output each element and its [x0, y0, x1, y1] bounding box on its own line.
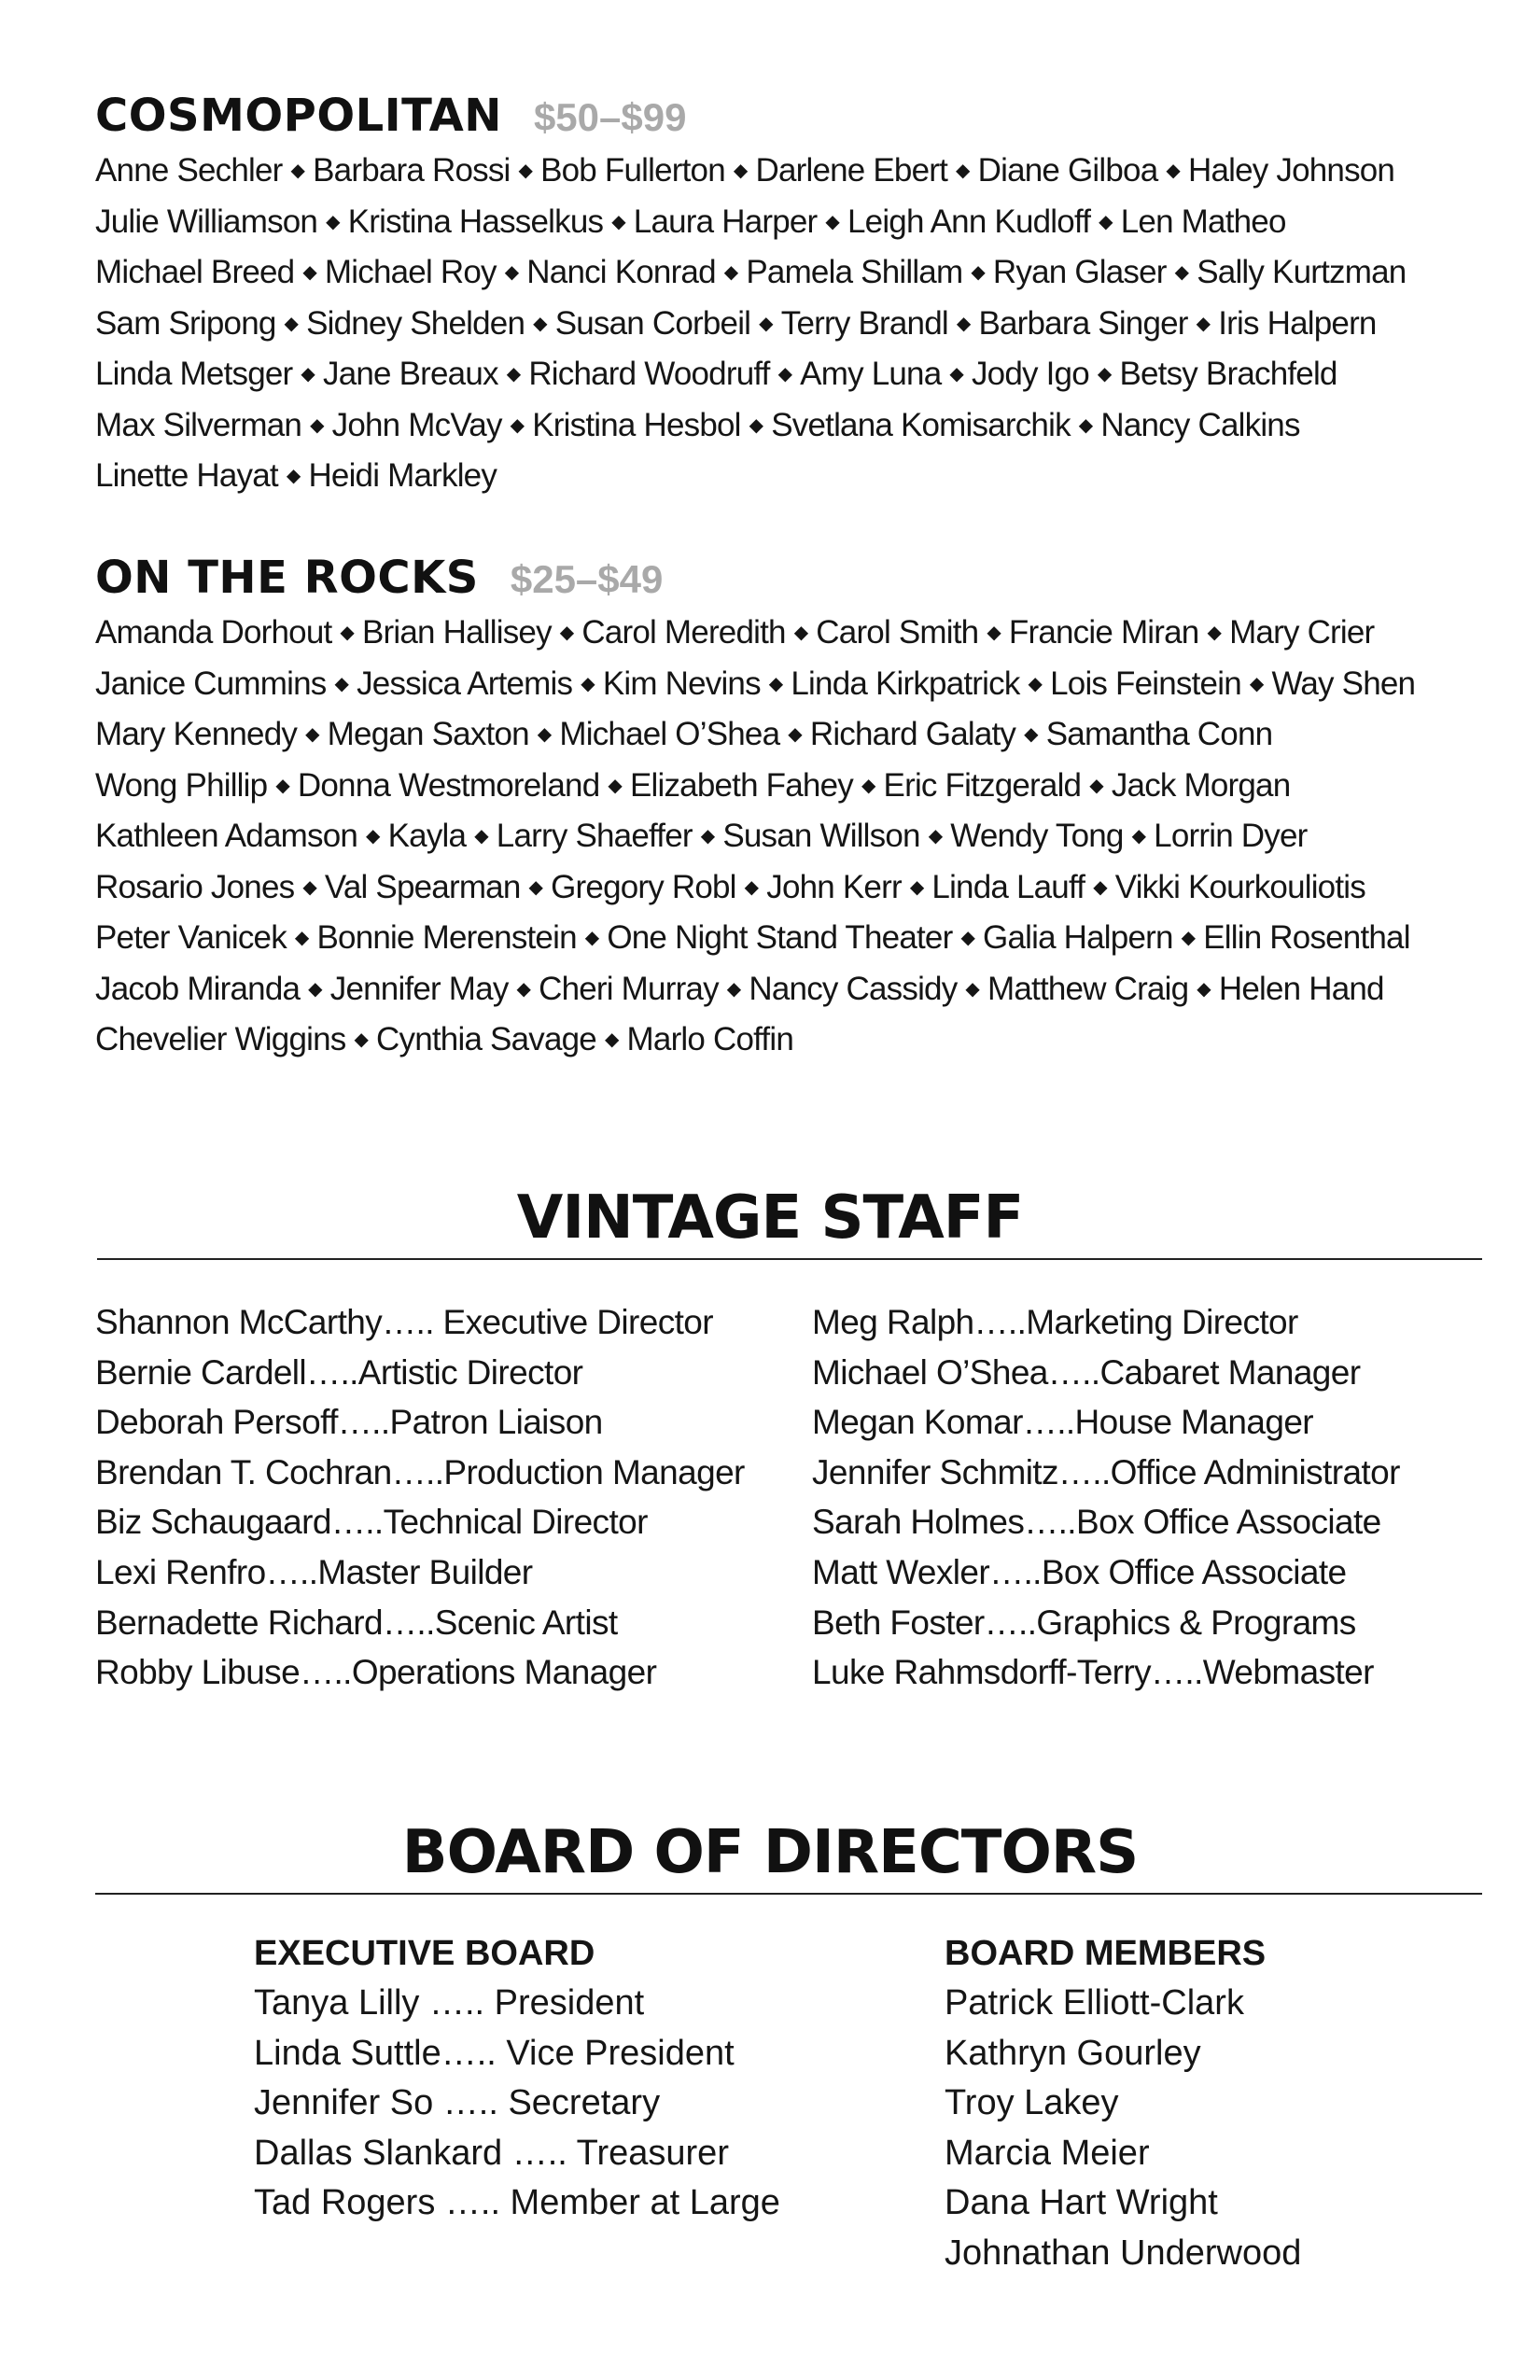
staff-entry: Jennifer Schmitz…..Office Administrator [812, 1452, 1400, 1491]
diamond-separator-icon: ◆ [1099, 211, 1113, 232]
diamond-separator-icon: ◆ [744, 876, 759, 898]
diamond-separator-icon: ◆ [1207, 623, 1222, 643]
staff-entry: Bernie Cardell…..Artistic Director [95, 1352, 583, 1392]
donor-name: John Kerr [766, 868, 902, 905]
diamond-separator-icon: ◆ [518, 161, 533, 181]
donor-name: Nancy Cassidy [749, 970, 958, 1007]
diamond-separator-icon: ◆ [956, 161, 970, 181]
staff-entry: Brendan T. Cochran…..Production Manager [95, 1452, 745, 1491]
diamond-separator-icon: ◆ [1181, 928, 1196, 948]
diamond-separator-icon: ◆ [581, 673, 595, 694]
on-the-rocks-donor-list [95, 608, 1477, 1066]
donor-name: Galia Halpern [983, 919, 1173, 956]
diamond-separator-icon: ◆ [533, 313, 547, 334]
donor-line [95, 1015, 1477, 1066]
diamond-separator-icon: ◆ [275, 775, 289, 796]
donor-name: Linda Kirkpatrick [791, 665, 1020, 702]
donor-name: Ellin Rosenthal [1203, 919, 1410, 956]
donor-line [95, 197, 1477, 248]
diamond-separator-icon: ◆ [334, 673, 349, 694]
board-entry: Marcia Meier [945, 2133, 1150, 2173]
donor-name: Jacob Miranda [95, 970, 301, 1007]
diamond-separator-icon: ◆ [294, 928, 309, 948]
donor-name: Kristina Hasselkus [347, 203, 604, 240]
donor-name: Marlo Coffin [626, 1021, 793, 1057]
diamond-separator-icon: ◆ [1197, 978, 1211, 1000]
board-of-directors-title: BOARD OF DIRECTORS [401, 1818, 1139, 1887]
board-entry: Troy Lakey [945, 2083, 1119, 2123]
donor-line [95, 862, 1477, 914]
board-entry: Patrick Elliott-Clark [945, 1983, 1244, 2023]
diamond-separator-icon: ◆ [825, 211, 839, 232]
donor-name: Carol Smith [816, 614, 979, 651]
diamond-separator-icon: ◆ [584, 928, 599, 948]
cosmopolitan-header [95, 90, 1477, 142]
diamond-separator-icon: ◆ [793, 623, 808, 643]
diamond-separator-icon: ◆ [759, 313, 773, 334]
diamond-separator-icon: ◆ [1093, 876, 1107, 898]
donor-name: Jack Morgan [1111, 766, 1291, 804]
donor-name: Vikki Kourkouliotis [1114, 868, 1365, 905]
executive-board-column [254, 1928, 780, 2229]
diamond-separator-icon: ◆ [310, 414, 324, 436]
donor-name: Barbara Rossi [313, 152, 511, 189]
donor-name: Larry Shaeffer [496, 818, 693, 854]
staff-entry: Biz Schaugaard…..Technical Director [95, 1503, 648, 1542]
diamond-separator-icon: ◆ [723, 262, 738, 283]
donor-name: Ryan Glaser [992, 254, 1167, 290]
donor-name: Sam Sripong [95, 304, 276, 342]
staff-entry: Deborah Persoff…..Patron Liaison [95, 1403, 603, 1442]
diamond-separator-icon: ◆ [768, 673, 783, 694]
board-members-heading: BOARD MEMBERS [945, 1934, 1267, 1973]
diamond-separator-icon: ◆ [733, 161, 748, 181]
on-the-rocks-title: ON THE ROCKS [95, 552, 479, 604]
diamond-separator-icon: ◆ [354, 1029, 369, 1050]
diamond-separator-icon: ◆ [474, 826, 488, 847]
donor-name: John McVay [331, 406, 502, 443]
donor-name: Francie Miran [1008, 614, 1199, 651]
donor-name: Susan Corbeil [554, 304, 751, 342]
board-rule [95, 1893, 1482, 1895]
diamond-separator-icon: ◆ [366, 826, 380, 847]
donor-name: Richard Woodruff [528, 356, 770, 392]
donor-name: Jessica Artemis [357, 665, 573, 702]
board-entry: Tanya Lilly ….. President [254, 1983, 645, 2023]
board-entry: Kathryn Gourley [945, 2033, 1201, 2073]
staff-entry: Megan Komar…..House Manager [812, 1403, 1314, 1442]
donor-name: One Night Stand Theater [607, 919, 953, 956]
donor-name: Max Silverman [95, 406, 302, 443]
cosmopolitan-section [95, 90, 1477, 502]
donor-line [95, 299, 1477, 350]
donor-name: Donna Westmoreland [297, 766, 600, 804]
board-members-column [945, 1928, 1301, 2279]
diamond-separator-icon: ◆ [1249, 673, 1264, 694]
donor-name: Carol Meredith [581, 614, 786, 651]
staff-entry: Michael O’Shea…..Cabaret Manager [812, 1352, 1361, 1392]
donor-name: Amanda Dorhout [95, 614, 332, 651]
diamond-separator-icon: ◆ [1174, 262, 1189, 283]
donor-name: Iris Halpern [1218, 304, 1377, 342]
diamond-separator-icon: ◆ [1078, 414, 1093, 436]
donor-name: Peter Vanicek [95, 919, 287, 956]
diamond-separator-icon: ◆ [956, 313, 971, 334]
vintage-staff-title: VINTAGE STAFF [516, 1183, 1024, 1253]
donor-name: Kayla [387, 818, 467, 854]
diamond-separator-icon: ◆ [909, 876, 924, 898]
staff-entry: Bernadette Richard…..Scenic Artist [95, 1603, 618, 1642]
diamond-separator-icon: ◆ [1166, 161, 1180, 181]
donor-name: Betsy Brachfeld [1119, 356, 1337, 392]
donor-name: Laura Harper [633, 203, 818, 240]
donor-name: Kim Nevins [602, 665, 761, 702]
donor-name: Cynthia Savage [376, 1021, 596, 1057]
diamond-separator-icon: ◆ [301, 364, 315, 385]
donor-name: Elizabeth Fahey [629, 766, 853, 804]
donor-name: Bonnie Merenstein [316, 919, 577, 956]
board-entry: Johnathan Underwood [945, 2233, 1302, 2273]
donor-name: Jane Breaux [323, 356, 498, 392]
on-the-rocks-price: $25–$49 [510, 557, 664, 601]
donor-name: Susan Willson [722, 818, 920, 854]
donor-name: Gregory Robl [551, 868, 736, 905]
board-entry: Jennifer So ….. Secretary [254, 2083, 661, 2123]
staff-entry: Matt Wexler…..Box Office Associate [812, 1552, 1347, 1591]
diamond-separator-icon: ◆ [340, 623, 354, 643]
donor-line [95, 811, 1477, 862]
donor-name: Barbara Singer [978, 304, 1188, 342]
donor-name: Samantha Conn [1045, 716, 1273, 752]
board-entry: Linda Suttle….. Vice President [254, 2033, 735, 2073]
diamond-separator-icon: ◆ [302, 262, 316, 283]
diamond-separator-icon: ◆ [611, 211, 625, 232]
donor-name: Kristina Hesbol [532, 406, 741, 443]
donor-name: Amy Luna [800, 356, 942, 392]
donor-name: Eric Fitzgerald [883, 766, 1082, 804]
board-entry: Dana Hart Wright [945, 2183, 1218, 2223]
diamond-separator-icon: ◆ [1024, 724, 1038, 745]
donor-name: Anne Sechler [95, 152, 283, 189]
donor-line [95, 709, 1477, 761]
donor-name: Jennifer May [329, 970, 509, 1007]
donor-name: Sidney Shelden [306, 304, 525, 342]
staff-entry: Shannon McCarthy….. Executive Director [95, 1303, 713, 1341]
staff-entry: Luke Rahmsdorff-Terry…..Webmaster [812, 1653, 1374, 1692]
donor-name: Linda Lauff [931, 868, 1085, 905]
diamond-separator-icon: ◆ [510, 414, 525, 436]
diamond-separator-icon: ◆ [788, 724, 802, 745]
diamond-separator-icon: ◆ [700, 826, 715, 847]
diamond-separator-icon: ◆ [965, 978, 979, 1000]
staff-entry: Meg Ralph…..Marketing Director [812, 1303, 1298, 1341]
diamond-separator-icon: ◆ [861, 775, 875, 796]
donor-name: Linette Hayat [95, 457, 278, 494]
donor-name: Pamela Shillam [746, 254, 963, 290]
diamond-separator-icon: ◆ [726, 978, 741, 1000]
board-entry: Dallas Slankard ….. Treasurer [254, 2133, 729, 2173]
diamond-separator-icon: ◆ [949, 364, 963, 385]
diamond-separator-icon: ◆ [286, 466, 301, 486]
diamond-separator-icon: ◆ [537, 724, 552, 745]
diamond-separator-icon: ◆ [604, 1029, 619, 1050]
diamond-separator-icon: ◆ [1028, 673, 1043, 694]
donor-name: Jody Igo [971, 356, 1089, 392]
donor-name: Terry Brandl [780, 304, 948, 342]
donor-name: Wendy Tong [950, 818, 1124, 854]
diamond-separator-icon: ◆ [290, 161, 305, 181]
donor-line [95, 659, 1477, 710]
diamond-separator-icon: ◆ [777, 364, 792, 385]
cosmopolitan-donor-list [95, 146, 1477, 502]
diamond-separator-icon: ◆ [308, 978, 322, 1000]
donor-line [95, 400, 1477, 452]
staff-entry: Sarah Holmes…..Box Office Associate [812, 1503, 1381, 1542]
donor-name: Helen Hand [1218, 970, 1384, 1007]
donor-name: Len Matheo [1120, 203, 1286, 240]
donor-name: Rosario Jones [95, 868, 295, 905]
staff-column-right [812, 1297, 1400, 1698]
diamond-separator-icon: ◆ [960, 928, 975, 948]
donor-name: Leigh Ann Kudloff [847, 203, 1091, 240]
staff-column-left [95, 1297, 745, 1698]
donor-name: Nancy Calkins [1100, 406, 1300, 443]
donor-name: Lorrin Dyer [1154, 818, 1308, 854]
staff-entry: Robby Libuse…..Operations Manager [95, 1653, 657, 1692]
diamond-separator-icon: ◆ [1097, 364, 1112, 385]
donor-name: Matthew Craig [987, 970, 1189, 1007]
diamond-separator-icon: ◆ [987, 623, 1001, 643]
board-entry: Tad Rogers ….. Member at Large [254, 2183, 780, 2223]
staff-entry: Lexi Renfro…..Master Builder [95, 1552, 533, 1591]
donor-name: Val Spearman [324, 868, 521, 905]
donor-name: Mary Crier [1229, 614, 1375, 651]
donor-name: Michael O’Shea [559, 716, 780, 752]
executive-board-heading: EXECUTIVE BOARD [254, 1934, 595, 1973]
donor-name: Chevelier Wiggins [95, 1021, 346, 1057]
donor-line [95, 964, 1477, 1015]
donor-line [95, 608, 1477, 659]
donor-name: Wong Phillip [95, 766, 268, 804]
donor-name: Julie Williamson [95, 203, 318, 240]
donor-name: Svetlana Komisarchik [771, 406, 1071, 443]
donor-line [95, 913, 1477, 964]
donor-line [95, 247, 1477, 299]
donor-name: Megan Saxton [327, 716, 529, 752]
donor-name: Linda Metsger [95, 356, 293, 392]
donor-name: Lois Feinstein [1050, 665, 1241, 702]
diamond-separator-icon: ◆ [284, 313, 299, 334]
diamond-separator-icon: ◆ [305, 724, 319, 745]
cosmopolitan-price: $50–$99 [533, 95, 687, 139]
donor-name: Haley Johnson [1187, 152, 1395, 189]
donor-name: Heidi Markley [308, 457, 497, 494]
diamond-separator-icon: ◆ [528, 876, 543, 898]
on-the-rocks-header [95, 552, 1477, 604]
diamond-separator-icon: ◆ [326, 211, 340, 232]
donor-name: Richard Galaty [809, 716, 1016, 752]
donor-line [95, 146, 1477, 197]
donor-line [95, 451, 1477, 502]
diamond-separator-icon: ◆ [971, 262, 985, 283]
diamond-separator-icon: ◆ [504, 262, 519, 283]
diamond-separator-icon: ◆ [516, 978, 531, 1000]
donor-name: Way Shen [1271, 665, 1416, 702]
donor-name: Diane Gilboa [977, 152, 1158, 189]
diamond-separator-icon: ◆ [608, 775, 622, 796]
diamond-separator-icon: ◆ [749, 414, 763, 436]
diamond-separator-icon: ◆ [1089, 775, 1103, 796]
donor-name: Kathleen Adamson [95, 818, 358, 854]
staff-entry: Beth Foster…..Graphics & Programs [812, 1603, 1356, 1642]
donor-name: Brian Hallisey [362, 614, 552, 651]
donor-name: Bob Fullerton [540, 152, 725, 189]
cosmopolitan-title: COSMOPOLITAN [95, 90, 502, 142]
donor-name: Michael Roy [324, 254, 497, 290]
donor-name: Nanci Konrad [526, 254, 716, 290]
donor-name: Sally Kurtzman [1197, 254, 1407, 290]
donor-line [95, 761, 1477, 812]
on-the-rocks-section [95, 552, 1477, 1066]
donor-name: Janice Cummins [95, 665, 327, 702]
donor-name: Michael Breed [95, 254, 295, 290]
vintage-staff-rule [97, 1258, 1482, 1260]
donor-name: Cheri Murray [539, 970, 719, 1007]
diamond-separator-icon: ◆ [559, 623, 574, 643]
diamond-separator-icon: ◆ [1196, 313, 1211, 334]
diamond-separator-icon: ◆ [506, 364, 521, 385]
diamond-separator-icon: ◆ [302, 876, 316, 898]
donor-name: Darlene Ebert [755, 152, 948, 189]
diamond-separator-icon: ◆ [928, 826, 943, 847]
diamond-separator-icon: ◆ [1131, 826, 1146, 847]
donor-name: Mary Kennedy [95, 716, 298, 752]
donor-line [95, 349, 1477, 400]
